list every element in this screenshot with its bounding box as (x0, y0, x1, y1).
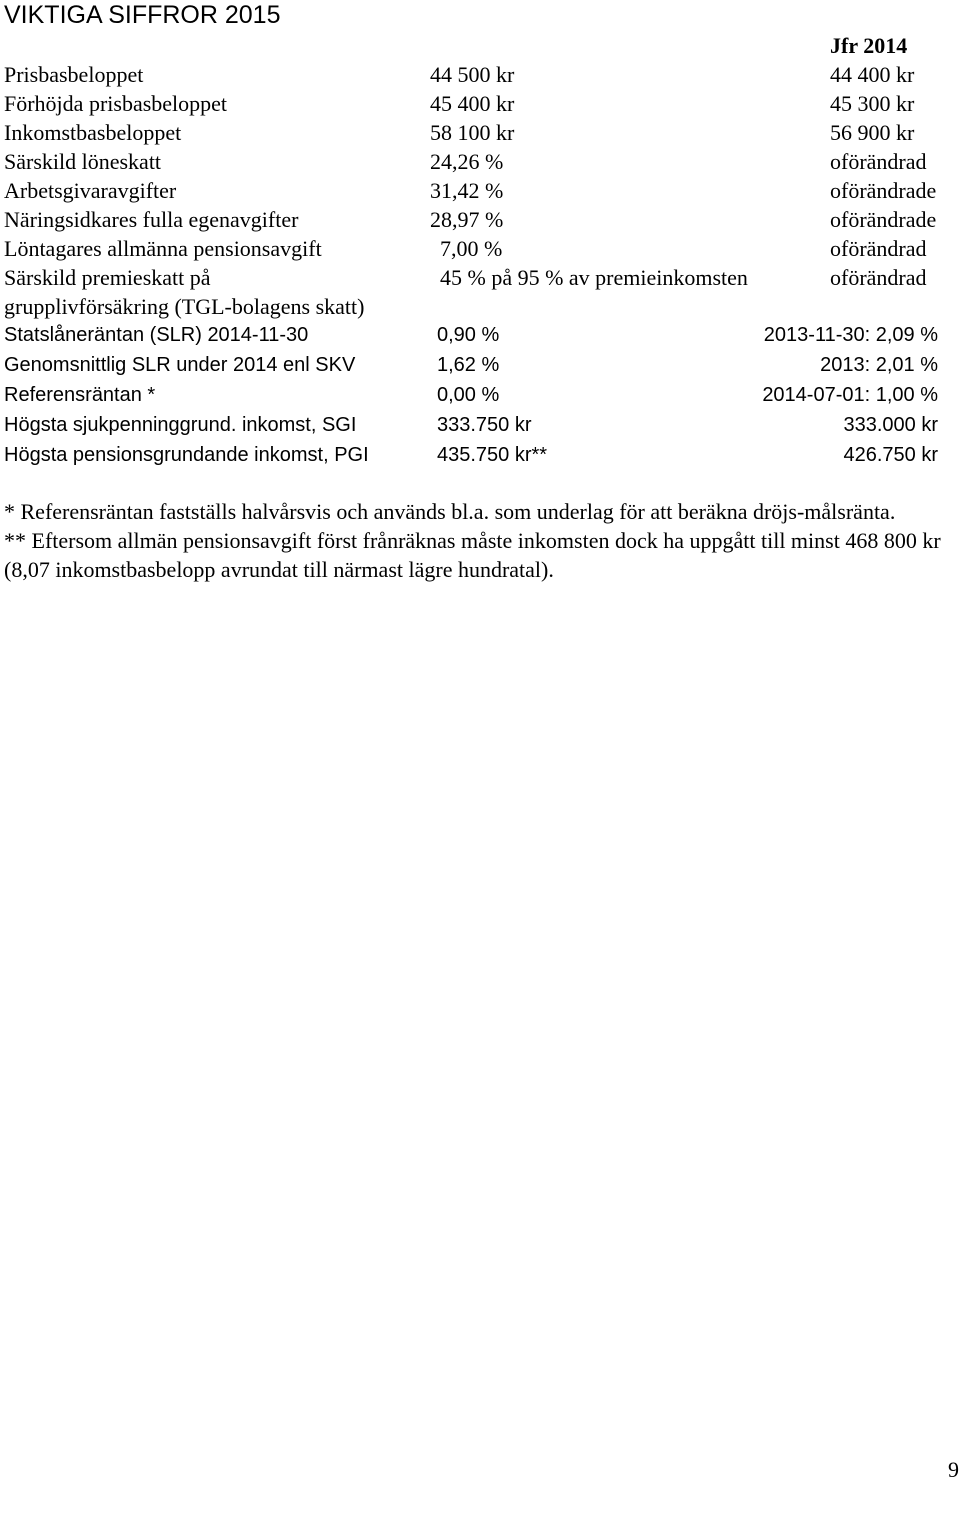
table-row (0, 234, 960, 263)
key-figures-table (0, 60, 960, 321)
row-label: Särskild premieskatt på (4, 265, 211, 290)
row-value-2014: 333.000 kr (843, 414, 938, 436)
row-value-2015: 435.750 kr** (437, 444, 548, 466)
row-label: Förhöjda prisbasbeloppet (4, 91, 228, 116)
table-row (0, 410, 960, 440)
page-title: VIKTIGA SIFFROR 2015 (4, 1, 281, 29)
row-value-2014: 2013-11-30: 2,09 % (763, 324, 938, 346)
row-value-2015: 0,90 % (437, 324, 500, 346)
footnotes (4, 497, 944, 584)
table-row (0, 350, 960, 380)
table-row (0, 118, 960, 147)
row-label: Högsta pensionsgrundande inkomst, PGI (4, 444, 369, 466)
page-number: 9 (948, 1457, 959, 1482)
row-label: Högsta sjukpenninggrund. inkomst, SGI (4, 414, 357, 436)
row-label: Statslåneräntan (SLR) 2014-11-30 (4, 324, 309, 346)
row-value-2015: 1,62 % (437, 354, 500, 376)
row-value-2015: 28,97 % (430, 207, 504, 232)
row-label: grupplivförsäkring (TGL-bolagens skatt) (4, 294, 365, 319)
table-row (0, 320, 960, 350)
row-value-2014: 44 400 kr (830, 62, 915, 87)
row-value-2015: 31,42 % (430, 178, 504, 203)
row-label: Arbetsgivaravgifter (4, 178, 177, 203)
table-row (0, 147, 960, 176)
interest-income-table (0, 320, 960, 470)
table-row (0, 292, 960, 321)
row-value-2015: 58 100 kr (430, 120, 515, 145)
row-value-2014: oförändrade (830, 207, 937, 232)
table-row (0, 380, 960, 410)
row-value-2014: oförändrad (830, 236, 927, 261)
row-value-2015: 24,26 % (430, 149, 504, 174)
row-value-2014: 2013: 2,01 % (820, 354, 938, 376)
footnote-pension-fee: ** Eftersom allmän pensionsavgift först frånräknas måste inkomsten dock ha uppgått till minst 468 800 kr (8,07 inkomstbasbelopp avrundat till närmast lägre hundratal). (4, 528, 941, 582)
row-value-2014: oförändrad (830, 265, 927, 290)
compare-year-header: Jfr 2014 (830, 33, 908, 58)
footnote-reference-rate: * Referensräntan fastställs halvårsvis och används bl.a. som underlag för att beräkna dröjs-målsränta. (4, 499, 896, 524)
row-value-2014: 56 900 kr (830, 120, 915, 145)
table-row (0, 263, 960, 292)
row-value-2014: 45 300 kr (830, 91, 915, 116)
row-value-2015: 45 400 kr (430, 91, 515, 116)
row-value-2015: 45 % på 95 % av premieinkomsten (440, 265, 748, 290)
row-value-2014: 426.750 kr (843, 444, 938, 466)
row-value-2014: oförändrad (830, 149, 927, 174)
row-value-2015: 0,00 % (437, 384, 500, 406)
row-label: Inkomstbasbeloppet (4, 120, 182, 145)
row-value-2014: oförändrade (830, 178, 937, 203)
row-label: Referensräntan * (4, 384, 156, 406)
row-label: Särskild löneskatt (4, 149, 162, 174)
row-value-2014: 2014-07-01: 1,00 % (762, 384, 938, 406)
table-row (0, 440, 960, 470)
row-label: Genomsnittlig SLR under 2014 enl SKV (4, 354, 356, 376)
row-value-2015: 7,00 % (440, 236, 503, 261)
table-row (0, 176, 960, 205)
table-row (0, 89, 960, 118)
row-label: Prisbasbeloppet (4, 62, 144, 87)
table-row (0, 205, 960, 234)
row-value-2015: 333.750 kr (437, 414, 532, 436)
table-row (0, 60, 960, 89)
row-value-2015: 44 500 kr (430, 62, 515, 87)
row-label: Näringsidkares fulla egenavgifter (4, 207, 299, 232)
row-label: Löntagares allmänna pensionsavgift (4, 236, 322, 261)
